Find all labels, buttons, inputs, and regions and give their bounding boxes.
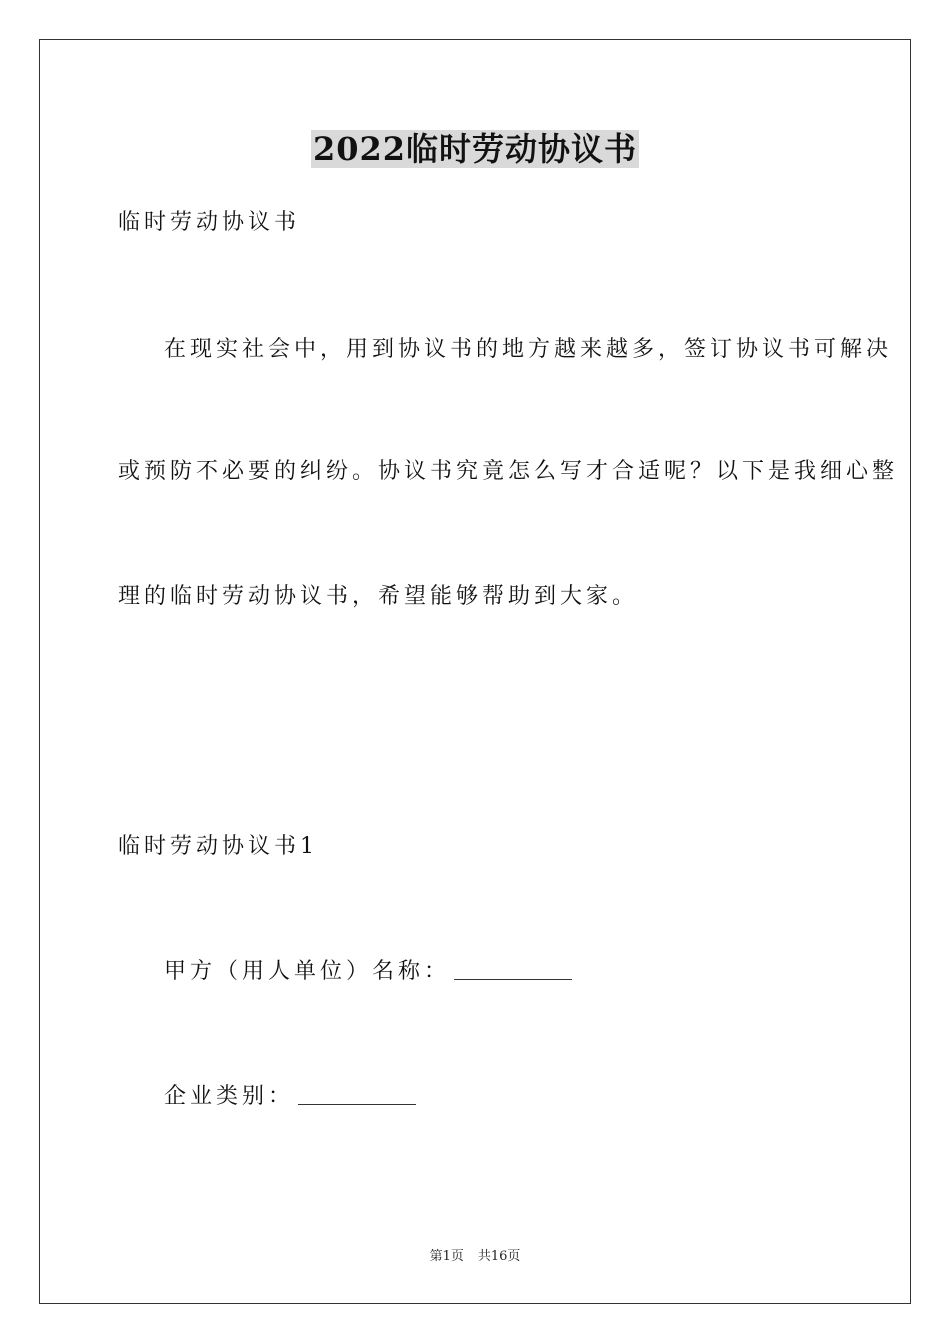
field-employer-name-label: 甲方（用人单位）名称： <box>164 959 451 984</box>
section-heading: 临时劳动协议书1 <box>118 834 318 859</box>
document-title-text: 2022临时劳动协议书 <box>312 130 638 168</box>
field-enterprise-type-label: 企业类别： <box>164 1084 295 1109</box>
document-subtitle: 临时劳动协议书 <box>118 210 301 235</box>
intro-paragraph-line-3: 理的临时劳动协议书，希望能够帮助到大家。 <box>118 584 639 609</box>
field-employer-name <box>164 957 572 987</box>
footer-page-current: 第1页 <box>429 1249 464 1264</box>
footer-page-total: 共16页 <box>477 1249 521 1264</box>
page-footer <box>0 1248 950 1266</box>
document-title <box>0 128 950 170</box>
intro-paragraph-line-1: 在现实社会中，用到协议书的地方越来越多，签订协议书可解决 <box>164 337 893 362</box>
field-employer-name-blank[interactable] <box>454 957 572 980</box>
field-enterprise-type <box>164 1082 416 1112</box>
intro-paragraph-line-2: 或预防不必要的纠纷。协议书究竟怎么写才合适呢？以下是我细心整 <box>118 459 899 484</box>
field-enterprise-type-blank[interactable] <box>298 1082 416 1105</box>
